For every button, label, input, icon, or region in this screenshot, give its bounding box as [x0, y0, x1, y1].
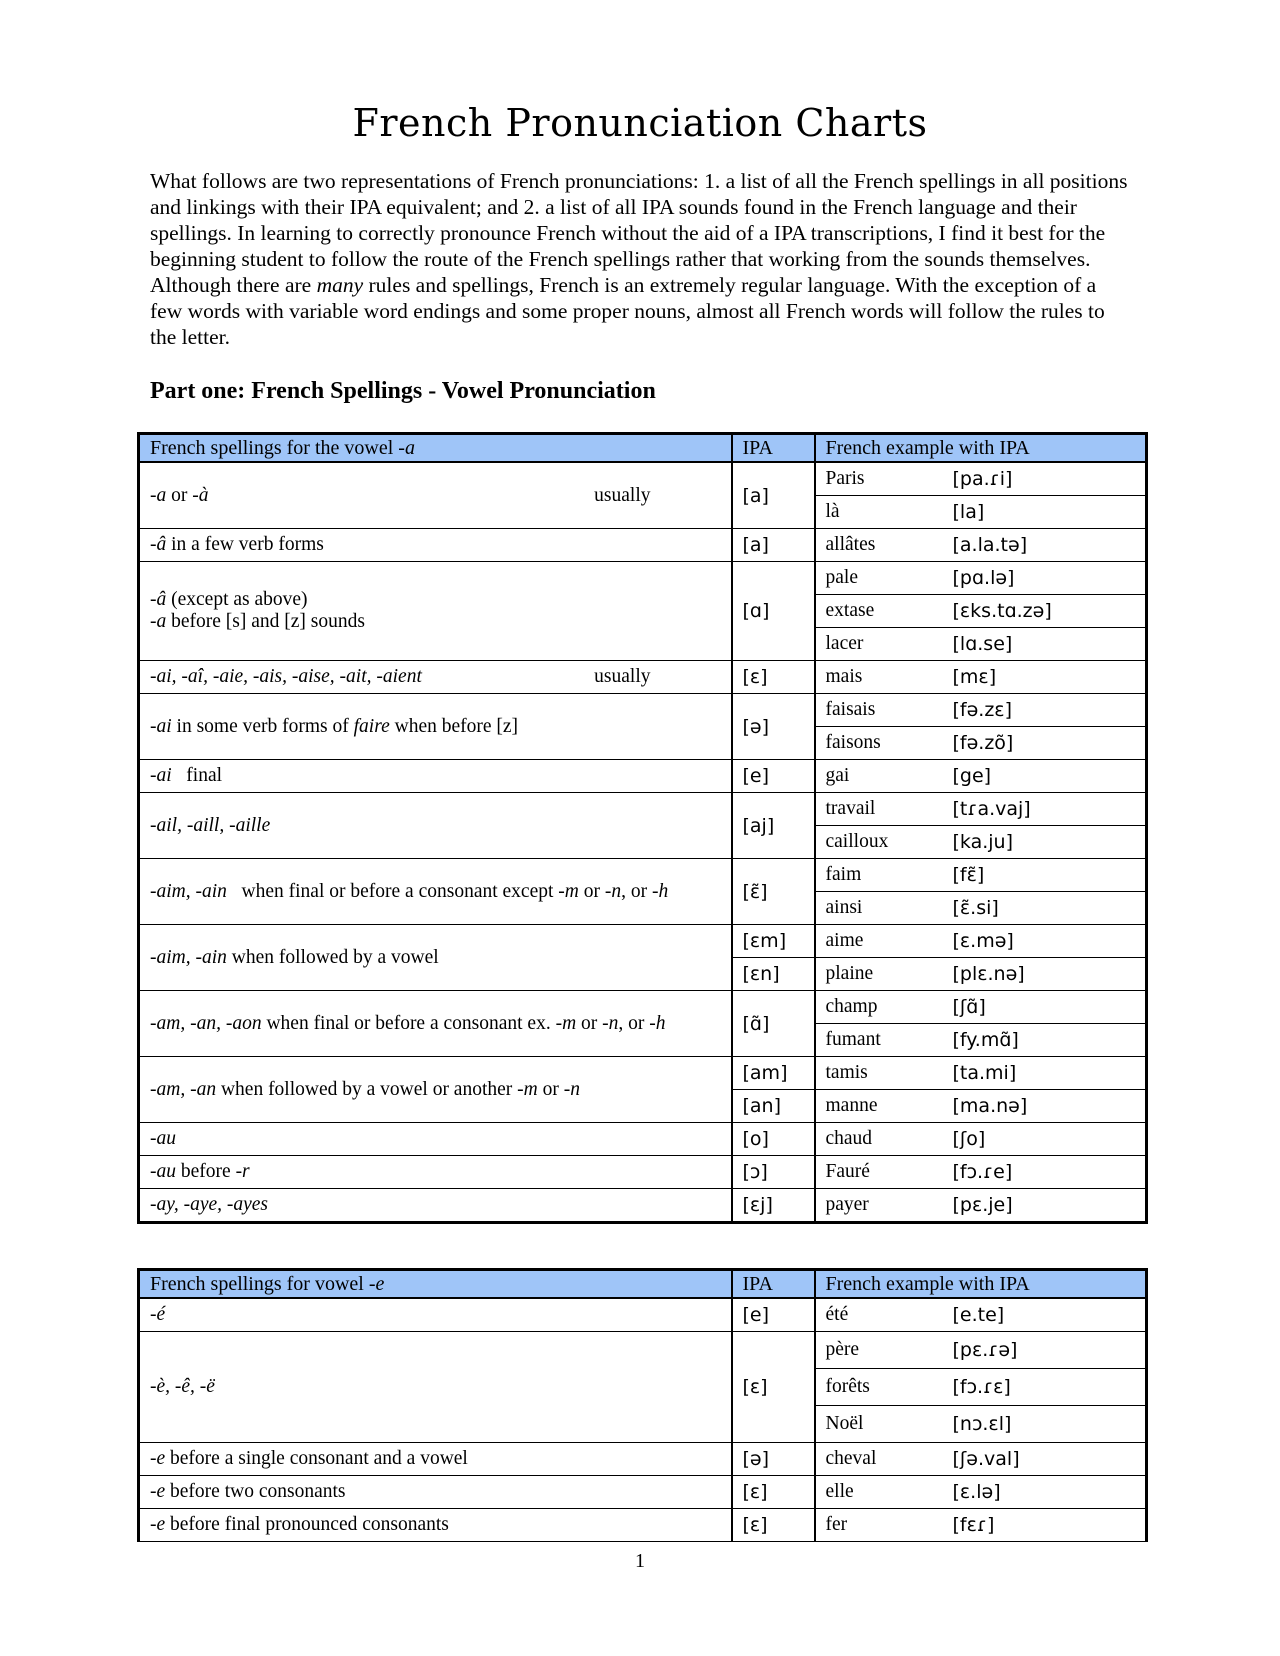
- ipa-cell: [aj]: [732, 793, 815, 859]
- spelling-cell: -aim, -ain when final or before a consonant except -m or -n, or -h: [139, 859, 732, 925]
- example-word: Noël: [815, 1406, 943, 1443]
- example-ipa: [fy.mɑ̃]: [943, 1024, 1147, 1057]
- ipa-cell: [ɛ]: [732, 1476, 815, 1509]
- ipa-cell: [o]: [732, 1123, 815, 1156]
- example-ipa: [mɛ]: [943, 661, 1147, 694]
- table-row: [139, 1123, 1147, 1156]
- ipa-cell: [an]: [732, 1090, 815, 1123]
- header-ipa: IPA: [732, 1270, 815, 1299]
- header-spelling: French spellings for vowel -e: [139, 1270, 732, 1299]
- table-row: [139, 925, 1147, 958]
- ipa-cell: [ɑ]: [732, 562, 815, 661]
- example-ipa: [fɔ.ɾɛ]: [943, 1369, 1147, 1406]
- ipa-cell: [ɛ̃]: [732, 859, 815, 925]
- spelling-cell: -aim, -ain when followed by a vowel: [139, 925, 732, 991]
- example-ipa: [ʃɑ̃]: [943, 991, 1147, 1024]
- example-word: là: [815, 496, 943, 529]
- example-ipa: [fə.zõ]: [943, 727, 1147, 760]
- example-word: faim: [815, 859, 943, 892]
- example-ipa: [pa.ɾi]: [943, 462, 1147, 496]
- example-ipa: [ɛks.tɑ.zə]: [943, 595, 1147, 628]
- example-word: aime: [815, 925, 943, 958]
- ipa-cell: [a]: [732, 529, 815, 562]
- table-row: [139, 1509, 1147, 1542]
- ipa-cell: [e]: [732, 760, 815, 793]
- example-ipa: [ɛ̃.si]: [943, 892, 1147, 925]
- example-word: cailloux: [815, 826, 943, 859]
- example-ipa: [ka.ju]: [943, 826, 1147, 859]
- example-word: faisons: [815, 727, 943, 760]
- ipa-cell: [am]: [732, 1057, 815, 1090]
- example-ipa: [lɑ.se]: [943, 628, 1147, 661]
- example-word: manne: [815, 1090, 943, 1123]
- intro-text-1: What follows are two representations of French pronunciations: 1. a list of all the French spellings in all positions and linkings with their IPA equivalent; and 2. a list of all IPA sounds found in the French language and their spellings. In learning to correctly pronounce French without the aid of a IPA transcriptions, I find it best for the beginning student to follow the route of the French spellings rather that working from the sounds themselves. Although there are: [150, 169, 1128, 297]
- example-word: été: [815, 1298, 943, 1332]
- spelling-cell: -au before -r: [139, 1156, 732, 1189]
- example-word: allâtes: [815, 529, 943, 562]
- example-word: ainsi: [815, 892, 943, 925]
- example-word: gai: [815, 760, 943, 793]
- ipa-cell: [ɛn]: [732, 958, 815, 991]
- spelling-cell: -ai, -aî, -aie, -ais, -aise, -ait, -aient usually: [139, 661, 732, 694]
- intro-emphasis: many: [316, 273, 364, 297]
- example-ipa: [la]: [943, 496, 1147, 529]
- example-word: Fauré: [815, 1156, 943, 1189]
- example-word: travail: [815, 793, 943, 826]
- table-row: [139, 462, 1147, 496]
- example-word: fer: [815, 1509, 943, 1542]
- spelling-cell: -a or -à usually: [139, 462, 732, 529]
- example-word: pale: [815, 562, 943, 595]
- example-ipa: [fɛɾ]: [943, 1509, 1147, 1542]
- example-ipa: [fɛ̃]: [943, 859, 1147, 892]
- example-ipa: [ʃə.val]: [943, 1443, 1147, 1476]
- spelling-cell: -é: [139, 1298, 732, 1332]
- header-example: French example with IPA: [815, 434, 1147, 463]
- spelling-cell: -e before a single consonant and a vowel: [139, 1443, 732, 1476]
- ipa-cell: [ɛm]: [732, 925, 815, 958]
- example-word: plaine: [815, 958, 943, 991]
- example-ipa: [ʃo]: [943, 1123, 1147, 1156]
- table-row: [139, 694, 1147, 727]
- ipa-cell: [ɛj]: [732, 1189, 815, 1223]
- example-word: père: [815, 1332, 943, 1369]
- example-word: fumant: [815, 1024, 943, 1057]
- part-heading: Part one: French Spellings - Vowel Pronunciation: [150, 378, 656, 404]
- example-word: extase: [815, 595, 943, 628]
- example-ipa: [plɛ.nə]: [943, 958, 1147, 991]
- example-ipa: [pɛ.ɾə]: [943, 1332, 1147, 1369]
- example-ipa: [ge]: [943, 760, 1147, 793]
- table-row: [139, 562, 1147, 595]
- table-row: [139, 991, 1147, 1024]
- ipa-cell: [ɛ]: [732, 661, 815, 694]
- example-word: tamis: [815, 1057, 943, 1090]
- table-row: [139, 1298, 1147, 1332]
- table-row: [139, 859, 1147, 892]
- table-row: [139, 1156, 1147, 1189]
- example-ipa: [e.te]: [943, 1298, 1147, 1332]
- example-word: elle: [815, 1476, 943, 1509]
- example-ipa: [fə.zɛ]: [943, 694, 1147, 727]
- intro-paragraph: [150, 168, 1130, 350]
- spelling-cell: -â in a few verb forms: [139, 529, 732, 562]
- example-word: faisais: [815, 694, 943, 727]
- example-word: chaud: [815, 1123, 943, 1156]
- spelling-cell: -ai in some verb forms of faire when before [z]: [139, 694, 732, 760]
- table-row: [139, 1332, 1147, 1369]
- spelling-cell: -am, -an when followed by a vowel or another -m or -n: [139, 1057, 732, 1123]
- example-ipa: [tɾa.vaj]: [943, 793, 1147, 826]
- spelling-cell: -e before two consonants: [139, 1476, 732, 1509]
- spelling-cell: -ai final: [139, 760, 732, 793]
- table-row: [139, 1476, 1147, 1509]
- ipa-cell: [e]: [732, 1298, 815, 1332]
- table-row: [139, 793, 1147, 826]
- example-ipa: [ma.nə]: [943, 1090, 1147, 1123]
- table-row: [139, 661, 1147, 694]
- page-number: 1: [635, 1550, 645, 1572]
- table-row: [139, 1189, 1147, 1223]
- example-ipa: [ta.mi]: [943, 1057, 1147, 1090]
- header-example: French example with IPA: [815, 1270, 1147, 1299]
- spelling-cell: -e before final pronounced consonants: [139, 1509, 732, 1542]
- example-word: cheval: [815, 1443, 943, 1476]
- example-ipa: [a.la.tə]: [943, 529, 1147, 562]
- table-header: [139, 1270, 1147, 1299]
- header-spelling: French spellings for the vowel -a: [139, 434, 732, 463]
- example-ipa: [nɔ.ɛl]: [943, 1406, 1147, 1443]
- vowel-e-table: [137, 1268, 1148, 1542]
- ipa-cell: [ə]: [732, 1443, 815, 1476]
- table-row: [139, 1443, 1147, 1476]
- ipa-cell: [ə]: [732, 694, 815, 760]
- ipa-cell: [ɛ]: [732, 1509, 815, 1542]
- intro-text-2: rules and spellings, French is an extremely regular language. With the exception of a few words with variable word endings and some proper nouns, almost all French words will follow the rules to the letter.: [150, 273, 1105, 349]
- example-ipa: [fɔ.ɾe]: [943, 1156, 1147, 1189]
- example-word: champ: [815, 991, 943, 1024]
- ipa-cell: [a]: [732, 462, 815, 529]
- example-ipa: [pɑ.lə]: [943, 562, 1147, 595]
- spelling-cell: -am, -an, -aon when final or before a consonant ex. -m or -n, or -h: [139, 991, 732, 1057]
- spelling-cell: -â (except as above) -a before [s] and [z] sounds: [139, 562, 732, 661]
- table-row: [139, 529, 1147, 562]
- ipa-cell: [ɔ]: [732, 1156, 815, 1189]
- ipa-cell: [ɛ]: [732, 1332, 815, 1443]
- ipa-cell: [ɑ̃]: [732, 991, 815, 1057]
- example-word: payer: [815, 1189, 943, 1223]
- table-header: [139, 434, 1147, 463]
- example-word: lacer: [815, 628, 943, 661]
- example-ipa: [ɛ.mə]: [943, 925, 1147, 958]
- vowel-a-table: [137, 432, 1148, 1224]
- table-row: [139, 1057, 1147, 1090]
- page-title: French Pronunciation Charts: [352, 101, 928, 146]
- header-ipa: IPA: [732, 434, 815, 463]
- example-word: Paris: [815, 462, 943, 496]
- example-ipa: [pɛ.je]: [943, 1189, 1147, 1223]
- spelling-cell: -ail, -aill, -aille: [139, 793, 732, 859]
- example-word: mais: [815, 661, 943, 694]
- example-word: forêts: [815, 1369, 943, 1406]
- spelling-cell: -au: [139, 1123, 732, 1156]
- spelling-cell: -è, -ê, -ë: [139, 1332, 732, 1443]
- example-ipa: [ɛ.lə]: [943, 1476, 1147, 1509]
- spelling-cell: -ay, -aye, -ayes: [139, 1189, 732, 1223]
- table-row: [139, 760, 1147, 793]
